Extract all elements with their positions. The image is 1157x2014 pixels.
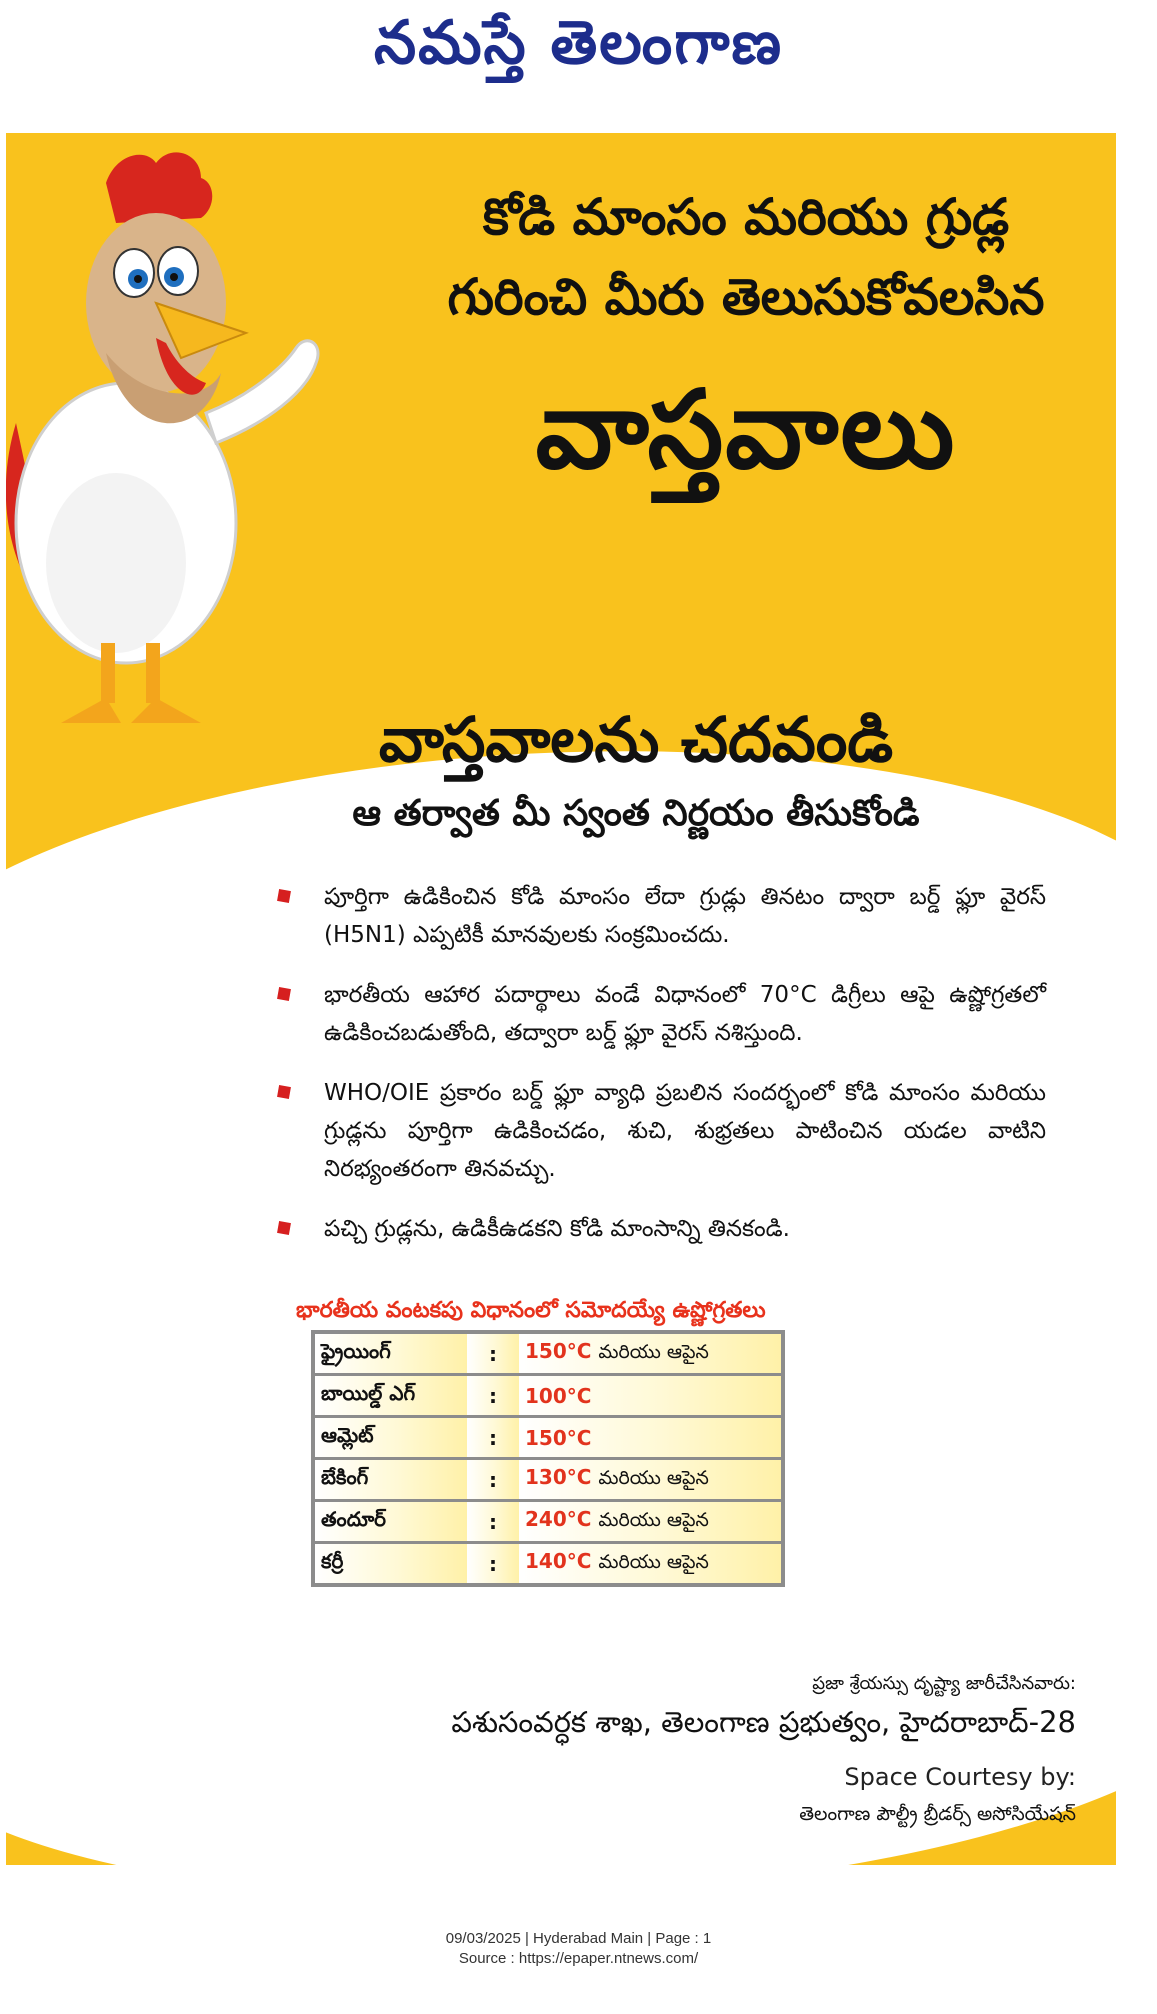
temperature-suffix: మరియు ఆపైన [598,1551,709,1573]
cooking-method: ఫ్రైయింగ్ [313,1332,467,1375]
issuing-department: పశుసంవర్ధక శాఖ, తెలంగాణ ప్రభుత్వం, హైదరాబాద్-28 [451,1705,1076,1739]
temperature-value: 100°C [525,1383,592,1408]
space-courtesy-label: Space Courtesy by: [844,1763,1076,1791]
temperature-value: 150°C [525,1425,592,1450]
headline-main-word: వాస్తవాలు [535,368,957,493]
temperature-cell [519,1459,783,1501]
fact-item [276,1210,1046,1248]
fact-text: పచ్చి గ్రుడ్లను, ఉడికీఉడకని కోడి మాంసాన్ని తినకండి. [324,1216,790,1242]
fact-item [276,878,1046,954]
separator: : [467,1417,519,1459]
separator: : [467,1459,519,1501]
separator: : [467,1543,519,1586]
temperature-value: 130°C [525,1465,592,1489]
facts-list [276,878,1046,1270]
sponsor-association: తెలంగాణ పౌల్ట్రీ బ్రీడర్స్ అసోసియేషన్ [799,1803,1076,1825]
table-row [313,1332,783,1375]
red-bullet-icon [277,1221,291,1235]
temperature-suffix: మరియు ఆపైన [598,1467,709,1489]
headline-line-2: గురించి మీరు తెలుసుకోవలసిన [447,268,1045,326]
temperature-cell [519,1417,783,1459]
cooking-method: బేకింగ్ [313,1459,467,1501]
fact-item [276,976,1046,1052]
subheading-read-facts: వాస్తవాలను చదవండి [378,703,894,776]
cooking-method: తందూర్ [313,1501,467,1543]
cooking-method: బాయిల్డ్ ఎగ్ [313,1375,467,1417]
table-row [313,1375,783,1417]
temperature-suffix: మరియు ఆపైన [598,1341,709,1363]
temperature-value: 240°C [525,1507,592,1531]
temperature-cell [519,1501,783,1543]
separator: : [467,1501,519,1543]
newspaper-masthead: నమస్తే తెలంగాణ [373,8,784,78]
fact-item [276,1074,1046,1188]
temperature-value: 140°C [525,1549,592,1573]
temperature-cell [519,1375,783,1417]
page-date-edition: 09/03/2025 | Hyderabad Main | Page : 1 [445,1930,712,1947]
fact-text: భారతీయ ఆహార పదార్థాలు వండే విధానంలో 70°C డిగ్రీలు ఆపై ఉష్ణోగ్రతలో ఉడికించబడుతోంది, తద్వారా బర్డ్ ఫ్లూ వైరస్ నశిస్తుంది. [324,982,1046,1046]
red-bullet-icon [277,987,291,1001]
temperature-cell [519,1332,783,1375]
advertisement-panel [6,133,1116,1865]
cooking-method: కర్రీ [313,1543,467,1586]
table-row [313,1501,783,1543]
issued-by-label: ప్రజా శ్రేయస్సు దృష్ట్యా జారీచేసినవారు: [812,1673,1076,1694]
rooster-mascot-illustration [6,143,336,743]
table-row [313,1459,783,1501]
separator: : [467,1375,519,1417]
temperature-table-title: భారతీయ వంటకపు విధానంలో సమోదయ్యే ఉష్ణోగ్రతలు [296,1298,766,1323]
page-source: Source : https://epaper.ntnews.com/ [458,1950,699,1967]
red-bullet-icon [277,889,291,903]
red-bullet-icon [277,1085,291,1099]
headline-line-1: కోడి మాంసం మరియు గ్రుడ్ల [482,188,1010,246]
cooking-method: ఆమ్లెట్ [313,1417,467,1459]
temperature-cell [519,1543,783,1586]
table-row [313,1417,783,1459]
cooking-temperature-table [311,1330,785,1587]
subheading-decide: ఆ తర్వాత మీ స్వంత నిర్ణయం తీసుకోండి [352,793,920,834]
fact-text: WHO/OIE ప్రకారం బర్డ్ ఫ్లూ వ్యాధి ప్రబలిన సందర్భంలో కోడి మాంసం మరియు గ్రుడ్లను పూర్తిగా ఉడికించడం, శుచి, శుభ్రతలు పాటించిన యడల వాటిని నిరభ్యంతరంగా తినవచ్చు. [324,1080,1046,1182]
fact-text: పూర్తిగా ఉడికించిన కోడి మాంసం లేదా గ్రుడ్లు తినటం ద్వారా బర్డ్ ఫ్లూ వైరస్ (H5N1) ఎప్పటికీ మానవులకు సంక్రమించదు. [324,884,1046,948]
table-row [313,1543,783,1586]
separator: : [467,1332,519,1375]
temperature-suffix: మరియు ఆపైన [598,1509,709,1531]
temperature-value: 150°C [525,1339,592,1363]
